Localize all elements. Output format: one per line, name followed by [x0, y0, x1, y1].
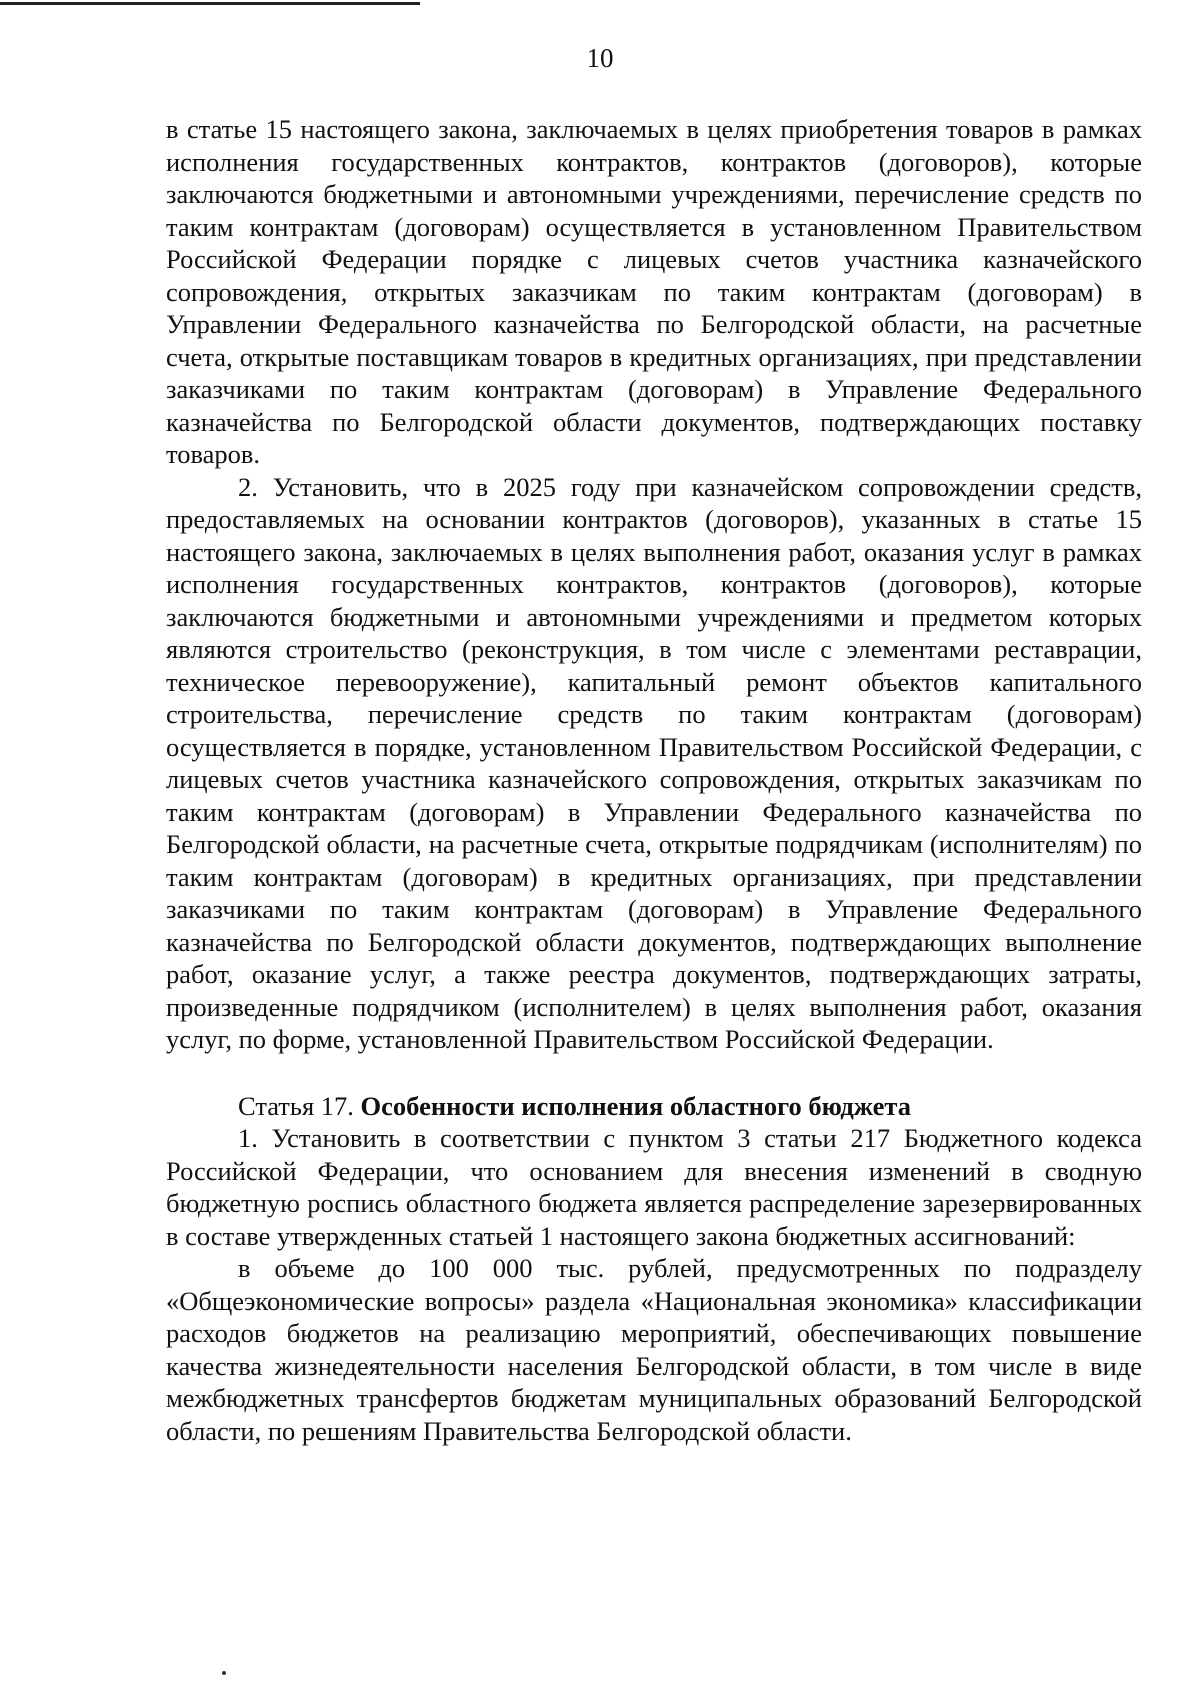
paragraph-item-1: 1. Установить в соответствии с пунктом 3 статьи 217 Бюджетного кодекса Российской Федерации, что основанием для внесения изменений в сводную бюджетную роспись областного бюджета является распределение зарезервированных в составе утвержденных статьей 1 настоящего закона бюджетных ассигнований:: [166, 1123, 1142, 1251]
article-heading: [166, 1090, 1142, 1123]
article-title: Особенности исполнения областного бюджета: [360, 1090, 912, 1121]
paragraph-continuation: в статье 15 настоящего закона, заключаемых в целях приобретения товаров в рамках исполнения государственных контрактов, контрактов (договоров), которые заключаются бюджетными и автономными учреждениями, перечисление средств по таким контрактам (договорам) осуществляется в установленном Правительством Российской Федерации порядке с лицевых счетов участника казначейского сопровождения, открытых заказчикам по таким контрактам (договорам) в Управлении Федерального казначейства по Белгородской области, на расчетные счета, открытые поставщикам товаров в кредитных организациях, при представлении заказчиками по таким контрактам (договорам) в Управление Федерального казначейства по Белгородской области документов, подтверждающих поставку товаров.: [166, 114, 1142, 469]
scan-artifact-dot: [222, 1671, 226, 1675]
page-number: 10: [586, 43, 614, 73]
top-edge-rule: [0, 2, 420, 5]
document-body: [166, 113, 1142, 1447]
paragraph-reserve-allocation: в объеме до 100 000 тыс. рублей, предусмотренных по подразделу «Общеэкономические вопросы» раздела «Национальная экономика» классификации расходов бюджетов на реализацию мероприятий, обеспечивающих повышение качества жизнедеятельности населения Белгородской области, в том числе в виде межбюджетных трансфертов бюджетам муниципальных образований Белгородской области, по решениям Правительства Белгородской области.: [166, 1253, 1142, 1446]
article-label: Статья 17.: [238, 1090, 354, 1121]
paragraph-item-2: 2. Установить, что в 2025 году при казначейском сопровождении средств, предоставляемых на основании контрактов (договоров), указанных в статье 15 настоящего закона, заключаемых в целях выполнения работ, оказания услуг в рамках исполнения государственных контрактов, контрактов (договоров), которые заключаются бюджетными и автономными учреждениями и предметом которых являются строительство (реконструкция, в том числе с элементами реставрации, техническое перевооружение), капитальный ремонт объектов капитального строительства, перечисление средств по таким контрактам (договорам) осуществляется в порядке, установленном Правительством Российской Федерации, с лицевых счетов участника казначейского сопровождения, открытых заказчикам по таким контрактам (договорам) в Управлении Федерального казначейства по Белгородской области, на расчетные счета, открытые подрядчикам (исполнителям) по таким контрактам (договорам) в кредитных организациях, при представлении заказчиками по таким контрактам (договорам) в Управление Федерального казначейства по Белгородской области документов, подтверждающих выполнение работ, оказание услуг, а также реестра документов, подтверждающих затраты, произведенные подрядчиком (исполнителем) в целях выполнения работ, оказания услуг, по форме, установленной Правительством Российской Федерации.: [166, 471, 1142, 1054]
